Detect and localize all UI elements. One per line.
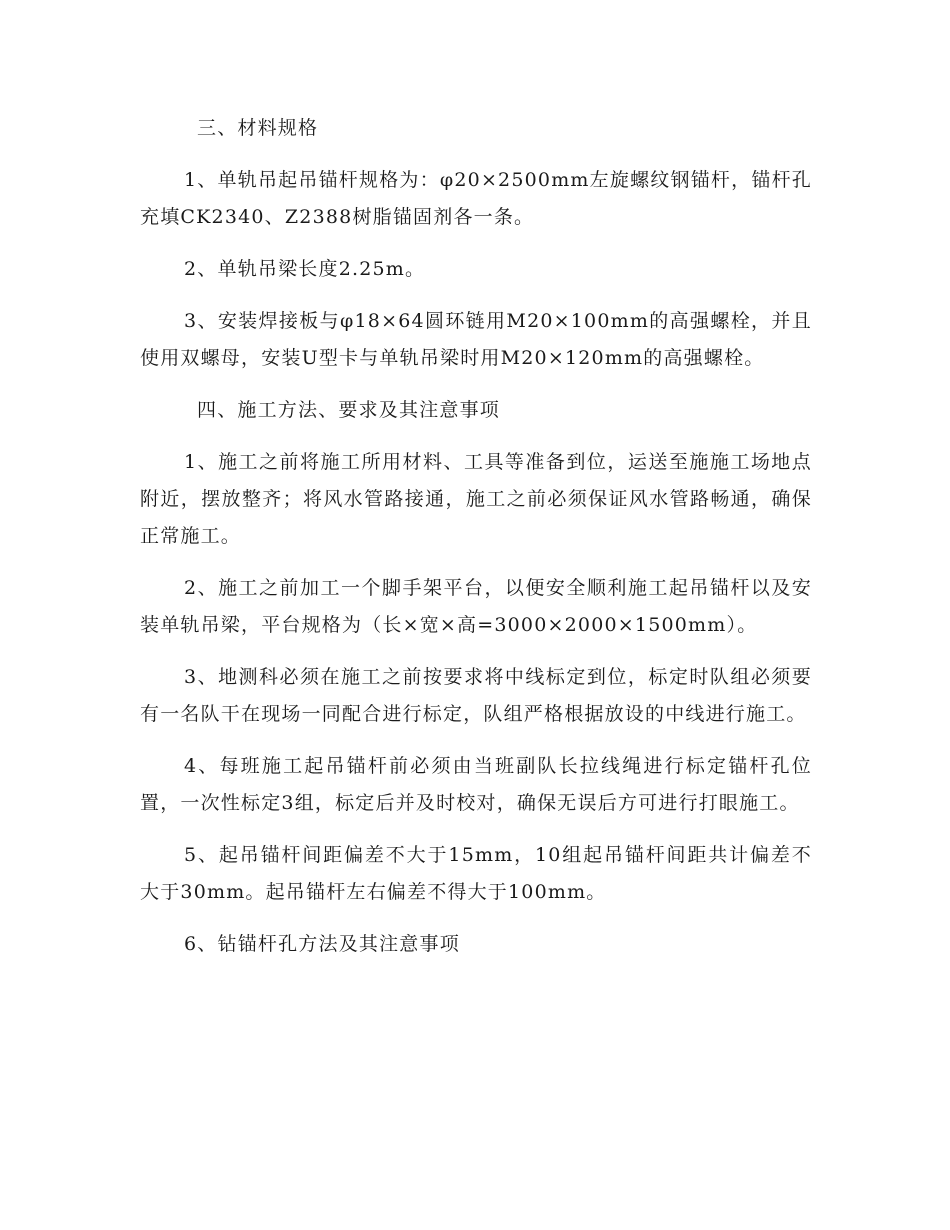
paragraph-spacing-tolerance: 5、起吊锚杆间距偏差不大于15mm，10组起吊锚杆间距共计偏差不大于30mm。起吊锚杆左右偏差不得大于100mm。 (140, 844, 812, 903)
section-heading-construction-method: 四、施工方法、要求及其注意事项 (197, 399, 501, 421)
paragraph-hole-positioning: 4、每班施工起吊锚杆前必须由当班副队长拉线绳进行标定锚杆孔位置，一次性标定3组，标定后并及时校对，确保无误后方可进行打眼施工。 (140, 755, 812, 814)
paragraph-drilling-method: 6、钻锚杆孔方法及其注意事项 (184, 933, 460, 955)
document-body (140, 110, 812, 978)
paragraph-preparation: 1、施工之前将施工所用材料、工具等准备到位，运送至施施工场地点附近，摆放整齐；将风水管路接通，施工之前必须保证风水管路畅通，确保正常施工。 (140, 451, 812, 547)
paragraph-beam-length: 2、单轨吊梁长度2.25m。 (184, 258, 426, 280)
section-heading-materials: 三、材料规格 (197, 117, 319, 139)
paragraph-scaffold-platform: 2、施工之前加工一个脚手架平台，以便安全顺利施工起吊锚杆以及安装单轨吊梁，平台规格为（长×宽×高=3000×2000×1500mm）。 (140, 577, 812, 636)
paragraph-anchor-spec: 1、单轨吊起吊锚杆规格为：φ20×2500mm左旋螺纹钢锚杆，锚杆孔充填CK2340、Z2388树脂锚固剂各一条。 (140, 169, 812, 228)
paragraph-bolt-spec: 3、安装焊接板与φ18×64圆环链用M20×100mm的高强螺栓，并且使用双螺母，安装U型卡与单轨吊梁时用M20×120mm的高强螺栓。 (140, 310, 812, 369)
paragraph-centerline-marking: 3、地测科必须在施工之前按要求将中线标定到位，标定时队组必须要有一名队干在现场一同配合进行标定，队组严格根据放设的中线进行施工。 (140, 666, 812, 725)
